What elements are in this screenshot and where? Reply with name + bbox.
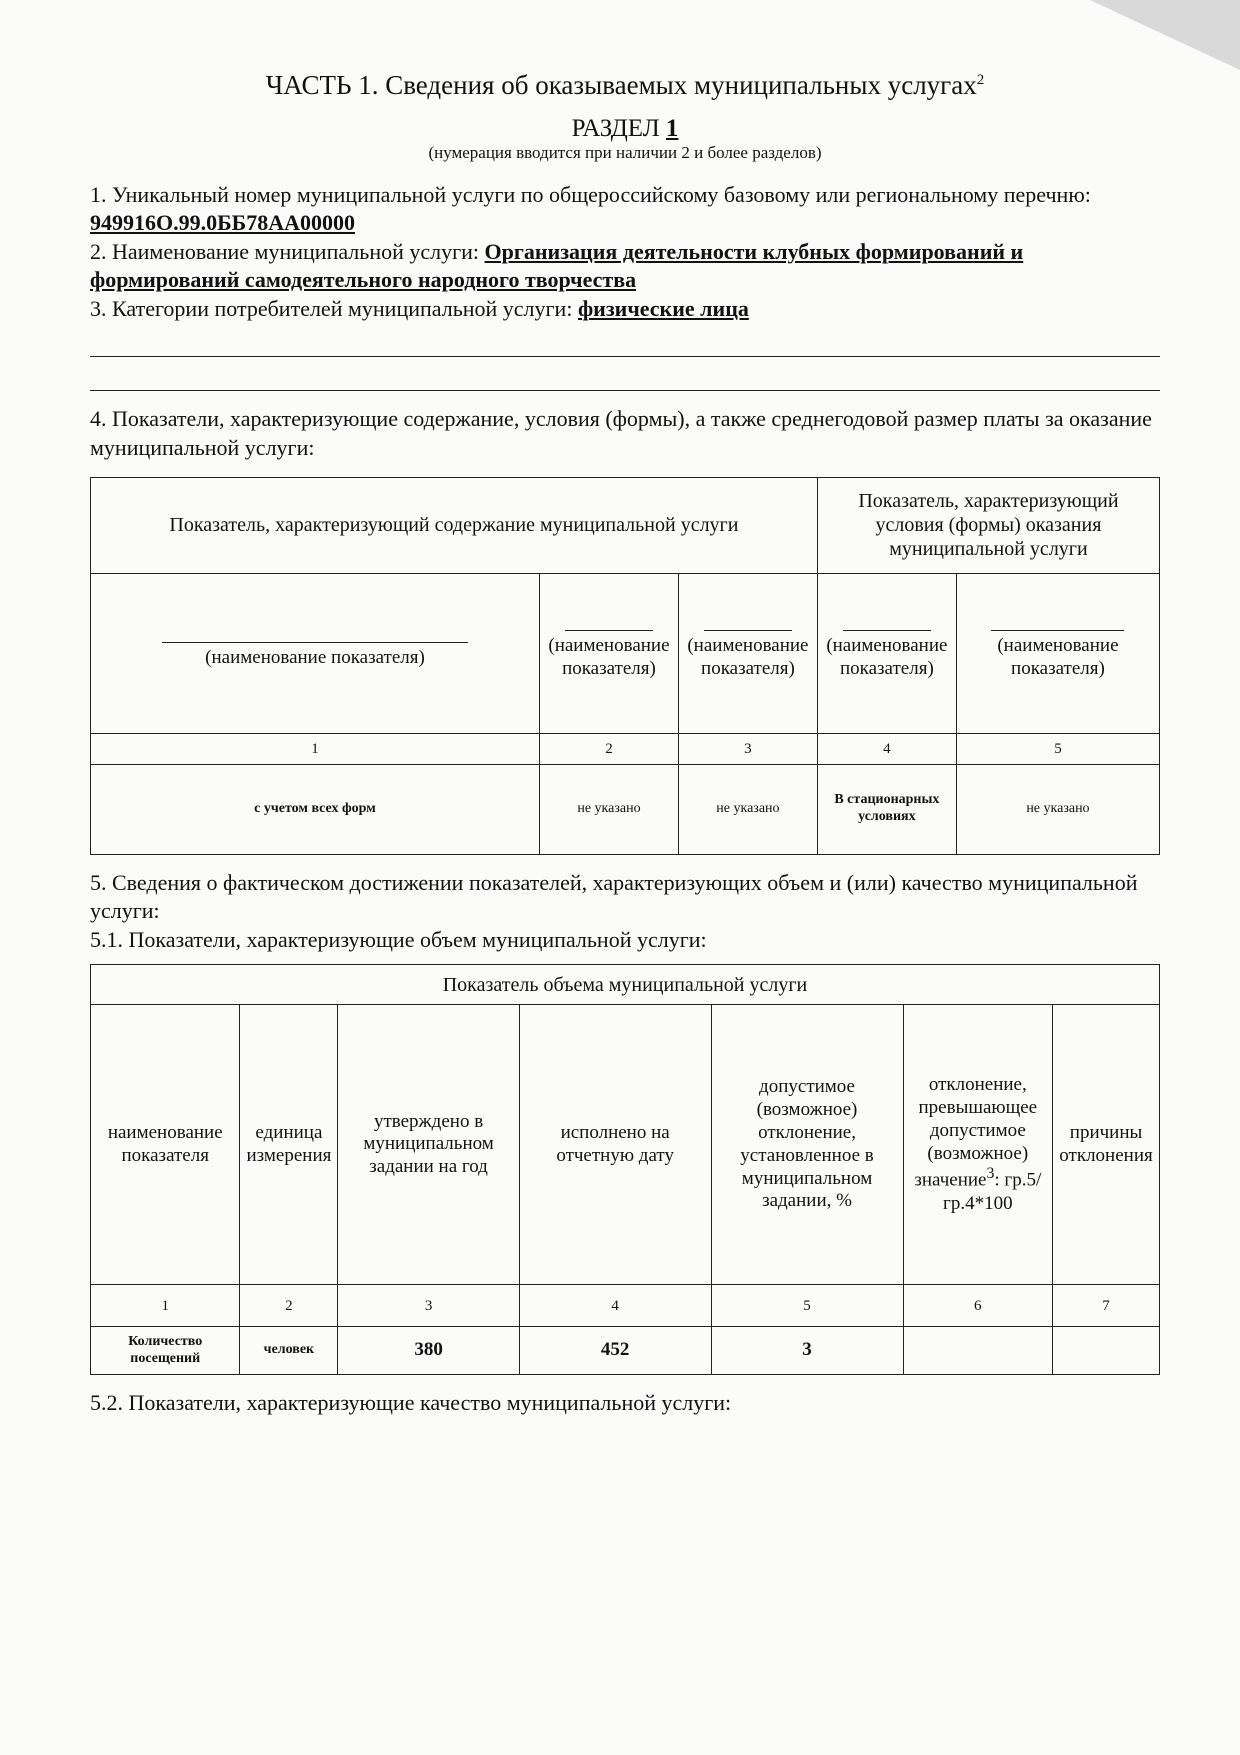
volume-indicators-table <box>90 964 1160 1375</box>
col-number: 6 <box>903 1285 1053 1327</box>
item-5-text: 5. Сведения о фактическом достижении показателей, характеризующих объем и (или) качество муниципальной услуги: <box>90 869 1138 924</box>
section-title <box>90 115 1160 143</box>
table-cell: Количество посещений <box>91 1327 240 1375</box>
col-number: 5 <box>956 733 1159 764</box>
col-number: 7 <box>1053 1285 1160 1327</box>
item-2 <box>90 238 1160 295</box>
table-cell: В стационарных условиях <box>817 764 956 854</box>
col-number: 2 <box>240 1285 338 1327</box>
col-header-7: причины отклонения <box>1053 1005 1160 1285</box>
item-3-label: 3. Категории потребителей муниципальной услуги: <box>90 295 573 321</box>
service-code: 949916О.99.0ББ78АА00000 <box>90 209 355 235</box>
table-cell <box>903 1327 1053 1375</box>
conditions-group-header: Показатель, характеризующий условия (формы) оказания муниципальной услуги <box>817 477 1159 573</box>
col-number: 2 <box>539 733 678 764</box>
item-5-2-text: 5.2. Показатели, характеризующие качество муниципальной услуги: <box>90 1390 732 1416</box>
col-header-1: (наименование показателя) <box>91 573 540 733</box>
col-header-6: отклонение, превышающее допустимое (возможное) значение$^3$: гр.5/гр.4*100 <box>903 1005 1053 1285</box>
col-number: 1 <box>91 733 540 764</box>
service-name: Организация деятельности клубных формирований и формирований самодеятельного народного творчества <box>90 238 1024 293</box>
footnote-mark: 2 <box>976 72 985 88</box>
table-cell: с учетом всех форм <box>91 764 540 854</box>
col-number: 4 <box>519 1285 711 1327</box>
section-number: 1 <box>665 115 679 142</box>
part-title <box>90 70 1160 101</box>
blank-line <box>90 357 1160 391</box>
table-cell: не указано <box>539 764 678 854</box>
item-3 <box>90 295 1160 324</box>
col-header-5: допустимое (возможное) отклонение, установленное в муниципальном задании, % <box>711 1005 903 1285</box>
part-title-text: ЧАСТЬ 1. Сведения об оказываемых муниципальных услугах <box>265 70 977 100</box>
section-word: РАЗДЕЛ <box>571 115 660 142</box>
col-number: 3 <box>338 1285 519 1327</box>
item-4-text: 4. Показатели, характеризующие содержание, условия (формы), а также среднегодовой размер платы за оказание муниципальной услуги: <box>90 406 1152 460</box>
table-cell: не указано <box>678 764 817 854</box>
table-cell: 380 <box>338 1327 519 1375</box>
item-2-label: 2. Наименование муниципальной услуги: <box>90 238 480 264</box>
content-group-header: Показатель, характеризующий содержание муниципальной услуги <box>91 477 818 573</box>
table-cell <box>1053 1327 1160 1375</box>
table-cell: 452 <box>519 1327 711 1375</box>
col-number: 1 <box>91 1285 240 1327</box>
item-1-text: 1. Уникальный номер муниципальной услуги по общероссийскому базовому или региональному перечню: <box>90 182 1091 207</box>
col-header-2: единица измерения <box>240 1005 338 1285</box>
table-cell: не указано <box>956 764 1159 854</box>
col-number: 4 <box>817 733 956 764</box>
page-fold <box>1090 0 1240 70</box>
col-header-5: (наименование показателя) <box>956 573 1159 733</box>
col-header-3: (наименование показателя) <box>678 573 817 733</box>
col-number: 3 <box>678 733 817 764</box>
col-header-4: исполнено на отчетную дату <box>519 1005 711 1285</box>
col-header-4: (наименование показателя) <box>817 573 956 733</box>
section-note: (нумерация вводится при наличии 2 и более разделов) <box>428 143 822 162</box>
col-header-1: наименование показателя <box>91 1005 240 1285</box>
table-cell: 3 <box>711 1327 903 1375</box>
volume-group-header: Показатель объема муниципальной услуги <box>91 965 1160 1005</box>
content-indicators-table <box>90 477 1160 855</box>
col-header-2: (наименование показателя) <box>539 573 678 733</box>
consumer-category: физические лица <box>577 295 749 321</box>
item-5-1-text: 5.1. Показатели, характеризующие объем муниципальной услуги: <box>90 926 707 952</box>
col-number: 5 <box>711 1285 903 1327</box>
col-header-3: утверждено в муниципальном задании на год <box>338 1005 519 1285</box>
table-cell: человек <box>240 1327 338 1375</box>
blank-line <box>90 323 1160 357</box>
